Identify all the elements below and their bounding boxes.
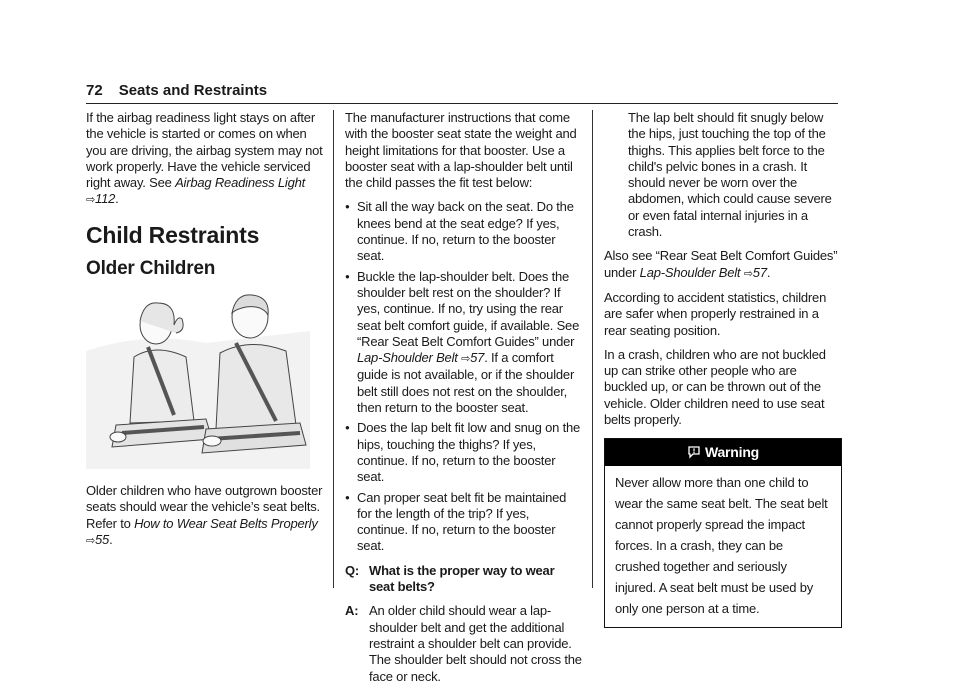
list-item: ● Does the lap belt fit low and snug on the hips, touching the thighs? If yes, continue. If no, return to the booster seat. xyxy=(345,420,583,485)
question-text: What is the proper way to wear seat belts? xyxy=(369,562,555,595)
list-item: ● Can proper seat belt fit be maintained for the length of the trip? If yes, continue. If no, return to the booster seat. xyxy=(345,490,583,555)
warning-box xyxy=(604,438,842,627)
warning-icon xyxy=(687,445,701,459)
page-ref-arrow-icon: ⇨ xyxy=(743,267,753,280)
warning-text: Never allow more than one child to wear the same seat belt. The seat belt cannot properly spread the impact forces. In a crash, they can be crushed together and seriously injured. A seat belt must be used by only one person at a time. xyxy=(615,474,828,616)
heading-older-children: Older Children xyxy=(86,257,216,279)
airbag-readiness-link[interactable]: Airbag Readiness Light xyxy=(175,175,306,191)
lap-shoulder-belt-link[interactable]: Lap-Shoulder Belt xyxy=(639,264,741,280)
statistics-paragraph: According to accident statistics, children are safer when properly restrained in a rear seating position. xyxy=(604,289,827,338)
page-ref[interactable]: 55 xyxy=(95,531,110,547)
children-seatbelt-illustration xyxy=(86,291,310,469)
heading-child-restraints: Child Restraints xyxy=(86,221,260,248)
answer-continued: The lap belt should fit snugly below the hips, just touching the top of the thighs. This applies belt force to the child's pelvic bones in a crash. It should never be worn over the abdomen, which could cause severe or even fatal internal injuries in a crash. xyxy=(628,110,832,240)
page-header xyxy=(86,82,267,99)
booster-intro: The manufacturer instructions that come with the booster seat state the weight and height limitations for that booster. Use a booster seat with a lap-shoulder belt until the child passes the fit test below: xyxy=(345,110,577,191)
page-ref-arrow-icon: ⇨ xyxy=(86,534,96,547)
page-ref[interactable]: 57 xyxy=(752,264,767,280)
fit-test-list xyxy=(345,199,583,554)
page-ref[interactable]: 57 xyxy=(470,350,485,366)
warning-header xyxy=(605,439,841,465)
column-divider xyxy=(592,110,593,588)
page-number: 72 xyxy=(86,82,103,99)
column-middle xyxy=(345,110,583,693)
lap-shoulder-belt-link[interactable]: Lap-Shoulder Belt xyxy=(357,350,458,366)
answer-text: An older child should wear a lap-shoulder belt and get the additional restraint a shoulder belt can provide. The shoulder belt should not cross the face or neck. xyxy=(369,603,582,684)
crash-paragraph: In a crash, children who are not buckled up can strike other people who are buckled up, or can be thrown out of the vehicle. Older children need to use seat belts properly. xyxy=(604,346,826,428)
airbag-paragraph: If the airbag readiness light stays on after the vehicle is started or comes on when you are driving, the airbag system may not work properly. Have the vehicle serviced right away. See Airbag Readiness Light ⇨112. xyxy=(86,110,323,207)
page-ref-arrow-icon: ⇨ xyxy=(461,353,471,366)
also-see-paragraph: Also see “Rear Seat Belt Comfort Guides” under Lap-Shoulder Belt ⇨57. xyxy=(604,248,838,280)
page-ref-arrow-icon: ⇨ xyxy=(86,194,96,207)
column-left xyxy=(86,110,324,557)
answer xyxy=(345,603,583,684)
wear-seatbelts-link[interactable]: How to Wear Seat Belts Properly xyxy=(134,515,318,531)
warning-title: Warning xyxy=(704,444,760,461)
column-divider xyxy=(333,110,334,588)
page-ref[interactable]: 112 xyxy=(95,191,116,207)
list-item: ● Sit all the way back on the seat. Do the knees bend at the seat edge? If yes, continue. If no, return to the booster seat. xyxy=(345,199,583,264)
answer-label: A: xyxy=(345,603,359,619)
question xyxy=(345,563,583,596)
older-children-paragraph: Older children who have outgrown booster seats should wear the vehicle’s seat belts. Refer to How to Wear Seat Belts Properly ⇨55. xyxy=(86,483,323,547)
list-item: ● Buckle the lap-shoulder belt. Does the shoulder belt rest on the shoulder? If yes, continue. If no, try using the rear seat belt comfort guide, if available. See “Rear Seat Belt Comfort Guides” under Lap-Shoulder Belt ⇨57. If a comfort guide is not available, or if the shoulder belt still does not rest on the shoulder, then return to the booster seat. xyxy=(345,269,583,417)
section-title: Seats and Restraints xyxy=(118,82,268,99)
header-rule xyxy=(86,103,838,104)
column-right xyxy=(604,110,842,628)
question-label: Q: xyxy=(345,562,360,578)
